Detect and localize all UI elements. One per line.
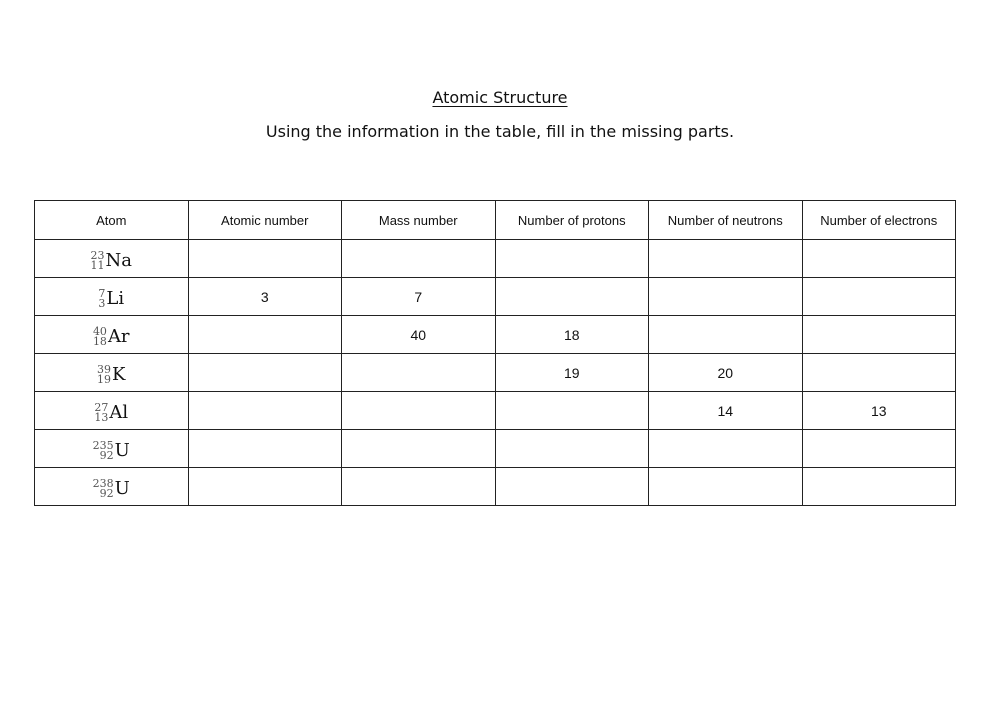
neutrons-cell: 14 xyxy=(649,392,803,430)
mass-number-cell: 40 xyxy=(342,316,496,354)
atomic-number-cell xyxy=(188,430,342,468)
nuclide-notation xyxy=(98,288,124,309)
atomic-number-cell xyxy=(188,354,342,392)
mass-number-superscript: 39 xyxy=(97,362,112,376)
atomic-number-subscript: 19 xyxy=(97,372,112,386)
atom-cell xyxy=(35,354,189,392)
electrons-cell: 13 xyxy=(802,392,956,430)
mass-number-cell xyxy=(342,430,496,468)
table-row xyxy=(35,240,956,278)
nuclide-numbers xyxy=(90,248,105,272)
neutrons-cell xyxy=(649,316,803,354)
atomic-number-subscript: 92 xyxy=(99,448,114,462)
table-body xyxy=(35,240,956,506)
atom-cell xyxy=(35,278,189,316)
element-symbol: U xyxy=(114,478,130,500)
protons-cell: 18 xyxy=(495,316,649,354)
element-symbol: Na xyxy=(105,250,132,272)
protons-cell xyxy=(495,392,649,430)
element-symbol: U xyxy=(114,440,130,462)
nuclide-numbers xyxy=(98,286,106,310)
mass-number-cell xyxy=(342,240,496,278)
mass-number-cell xyxy=(342,468,496,506)
element-symbol: Li xyxy=(106,288,125,310)
table-row xyxy=(35,316,956,354)
electrons-cell xyxy=(802,468,956,506)
header-protons: Number of protons xyxy=(495,201,649,240)
nuclide-numbers xyxy=(94,400,109,424)
table-row xyxy=(35,468,956,506)
header-atomic-number: Atomic number xyxy=(188,201,342,240)
atomic-number-cell xyxy=(188,468,342,506)
mass-number-superscript: 27 xyxy=(94,400,109,414)
neutrons-cell: 20 xyxy=(649,354,803,392)
table-header-row xyxy=(35,201,956,240)
atom-cell xyxy=(35,392,189,430)
neutrons-cell xyxy=(649,430,803,468)
nuclide-numbers xyxy=(92,476,114,500)
header-neutrons: Number of neutrons xyxy=(649,201,803,240)
atomic-number-cell xyxy=(188,316,342,354)
atomic-number-cell xyxy=(188,392,342,430)
nuclide-notation xyxy=(93,440,130,461)
header-electrons: Number of electrons xyxy=(802,201,956,240)
nuclide-numbers xyxy=(92,438,114,462)
nuclide-notation xyxy=(93,478,130,499)
mass-number-superscript: 7 xyxy=(98,286,106,300)
atomic-number-subscript: 18 xyxy=(92,334,107,348)
atomic-number-subscript: 92 xyxy=(99,486,114,500)
electrons-cell xyxy=(802,240,956,278)
nuclide-numbers xyxy=(97,362,112,386)
table-row xyxy=(35,430,956,468)
electrons-cell xyxy=(802,354,956,392)
atom-cell xyxy=(35,240,189,278)
protons-cell xyxy=(495,468,649,506)
atom-cell xyxy=(35,468,189,506)
nuclide-notation xyxy=(91,250,132,271)
header-atom: Atom xyxy=(35,201,189,240)
atomic-number-cell xyxy=(188,240,342,278)
atomic-structure-table xyxy=(34,200,956,506)
mass-number-cell xyxy=(342,392,496,430)
protons-cell xyxy=(495,240,649,278)
protons-cell xyxy=(495,430,649,468)
protons-cell: 19 xyxy=(495,354,649,392)
worksheet-title: Atomic Structure xyxy=(432,88,568,107)
header-mass-number: Mass number xyxy=(342,201,496,240)
atomic-number-cell: 3 xyxy=(188,278,342,316)
mass-number-cell xyxy=(342,354,496,392)
table-row xyxy=(35,392,956,430)
atom-cell xyxy=(35,316,189,354)
worksheet-instruction: Using the information in the table, fill in the missing parts. xyxy=(265,122,735,141)
element-symbol: Ar xyxy=(107,326,130,348)
mass-number-superscript: 40 xyxy=(92,324,107,338)
table-row xyxy=(35,278,956,316)
neutrons-cell xyxy=(649,278,803,316)
neutrons-cell xyxy=(649,240,803,278)
element-symbol: Al xyxy=(109,402,129,424)
mass-number-cell: 7 xyxy=(342,278,496,316)
mass-number-superscript: 23 xyxy=(90,248,105,262)
electrons-cell xyxy=(802,278,956,316)
mass-number-superscript: 238 xyxy=(92,476,114,490)
element-symbol: K xyxy=(112,364,126,386)
protons-cell xyxy=(495,278,649,316)
neutrons-cell xyxy=(649,468,803,506)
nuclide-notation xyxy=(97,364,125,385)
atom-cell xyxy=(35,430,189,468)
electrons-cell xyxy=(802,430,956,468)
atomic-number-subscript: 13 xyxy=(94,410,109,424)
table-row xyxy=(35,354,956,392)
atomic-number-subscript: 3 xyxy=(98,296,106,310)
atomic-number-subscript: 11 xyxy=(90,258,105,272)
nuclide-numbers xyxy=(92,324,107,348)
mass-number-superscript: 235 xyxy=(92,438,114,452)
electrons-cell xyxy=(802,316,956,354)
nuclide-notation xyxy=(94,402,128,423)
nuclide-notation xyxy=(93,326,130,347)
